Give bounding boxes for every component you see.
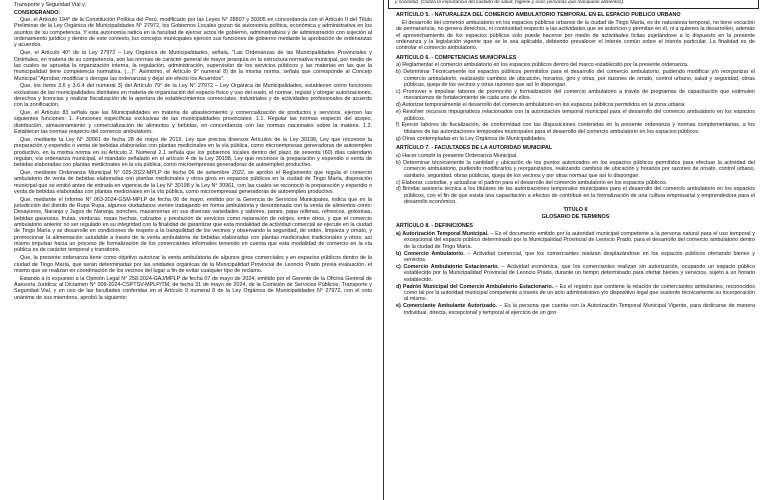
definition-term: b) Comercio Ambulatorio. [396,250,465,257]
definition-term: a) Autorización Temporal Municipal. [396,231,489,237]
definition-text: – Es el documento emitido por la autoridad municipal competente a la persona natural para el uso temporal y excepcional del espacio público determinado por la Municipalidad Provincial de Leoncio Prado, para el desarrollo del comercio ambulatorio dentro de la ciudad de Tingo María. [404,231,755,250]
right-column [388,0,765,500]
definition-term: d) Padrón Municipal del Comercio Ambulatorio Estacionario. [396,283,554,290]
paragraph: Estando a lo expuesto a la Opinión Legal N° 258-2024-GAJ/MPLP de fecha 07 de mayo de 2024, emitido por el Gerente de la Oficina General de Asesoría Jurídica; al Dictamen N° 009-2024-CSPTSV-MPLP/TM, de fecha 31 de mayo de 2024, de la Comisión de Servicios Públicos, Transporte y Seguridad Vial, y en uso de las facultades conferidas en el Artículo 9 numeral 8 de la Ley Orgánica de Municipalidades N° 27972, con el voto unánime de sus miembros, aprobó la siguiente: [14,275,372,301]
left-top-fragment: Transporte y Seguridad Vial y; [14,2,87,8]
definition-item [396,231,755,250]
definition-item [396,264,755,283]
paragraph: Que, mediante Ordenanza Municipal N° 025-2022-MPLP de fecha 06 de setiembre 2022, se aprobó el Reglamento que regula el comercio ambulatorio de venta de bebidas elaboradas con plantas medicinales y otros giros en espacios públicos en la ciudad de Tingo María, disposición municipal que se emitió antes de entrada en vigencia de la Ley N° 30198 y la Ley N° 30961, con las cuales se reconoció la preparación y expendio o venta de bebidas elaboradas con plantas medicinales en la vía pública, como microempresas generadoras de autoempleo productivo. [14,169,372,195]
list-item: g) Otras contempladas en la Ley Orgánica de Municipalidades. [396,135,547,142]
list-item: b) Determinar Técnicamente los espacios públicos permitidos para el desarrollo del comercio ambulatorio, pudiendo modificar y/o reorganizar el comercio ambulatorio, realizando cambios de ubicación, horarios, giro y otras, por razones de ornato, control urbano, salud y seguridad, obras públicas, queja de los vecinos y otras razones que así lo dispongan. [396,69,755,89]
definition-text: – Actividad económica, que los comerciantes realizan sin autorización, ocupando un espacio público establecido por la Municipalidad Provincial de Leoncio Prado, durante un tiempo determinado para ofertar bienes y servicios, sujeto a un horario establecido. [404,263,755,283]
definition-item [396,251,755,264]
list-item: b) Determinar técnicamente la cantidad y ubicación de los puntos autorizados en los espacios públicos permitidos para efectuar la actividad del comercio ambulatorio, pudiendo modificarlos y reorganizarlos, realizando cambios de ubicación y horarios por razones de ornato, control urbano, sanitario, seguridad, obras públicas, queja de los vecinos y por otras normas que así lo dispongan. [396,159,755,179]
list-item: f) Ejercer labores de fiscalización, de conformidad con las disposiciones contenidas en la presente ordenanza y normas complementarias, a los titulares de las autorizaciones temporales municipales para el desarrollo del comercio ambulatorio en los espacios públicos. [396,122,755,135]
article-8-title: ARTÍCULO 8. - DEFINICIONES [396,223,473,230]
glosario-heading: GLOSARIO DE TERMINOS [541,213,610,220]
considerando-heading: CONSIDERANDO: [14,9,61,16]
list-item: a) Hacer cumplir la presente Ordenanza Municipal. [396,152,518,159]
paragraph: Que, el Artículo 40° de la Ley 27972 – Ley Orgánica de Municipalidades, señala, "Las Ordenanzas de las Municipalidades Provinciales y Distritales, en materia de su competencia, son las normas de carácter general de mayor jerarquía en la estructura normativa municipal, por medio de las cuales se aprueba la organización interna, la regulación, administración, supervisión de los servicios públicos y las materias en las que la municipalidad tiene competencia normativa. (…)". Asimismo, el Artículo 9° numeral 8) de la misma norma, señala que corresponde al Concejo Municipal "Aprobar, modificar o derogar las ordenanzas y dejar sin efecto los Acuerdos". [14,50,372,82]
article-6-title: ARTÍCULO 6. - COMPETENCIAS MUNICIPALES [396,54,517,61]
titulo-heading: TITULO II [563,207,588,214]
article-5-title: ARTÍCULO 5. - NATURALEZA DEL COMERCIO AMBULATORIO TEMPORAL EN EL ESPACIO PUBLICO URBANO [396,12,681,18]
article-8-list [396,231,755,316]
list-item: d) Autorizar temporalmente el desarrollo del comercio ambulatorio en los espacios públicos permitidos en la zona urbana [396,102,685,109]
definition-term: c) Comercio Ambulatorio Estacionario. [396,263,499,270]
right-top-fragment: y sociedad. (Cotiza la importancia del cuidado de salud, higiene y usos personas que manipulan alimentos). [388,0,759,9]
definition-term: e) Comerciante Ambulante Autorizado. [396,303,498,310]
list-item: c) Elaborar, custodiar, y actualizar el padrón para el desarrollo del comercio ambulatorio en los espacios públicos. [396,179,668,186]
definition-item [396,284,755,303]
definition-item [396,303,755,316]
definition-text: – Es la persona que cuenta con la Autorización Temporal Municipal Vigente, para dedicarse de manera individual, directa, excepcional y temporal al ejercicio de un giro [404,303,756,316]
column-divider [383,0,384,500]
article-7-list [396,153,755,206]
list-item: d) Brindar asesoría técnica a los titulares de las autorizaciones temporales municipales para el desarrollo del comercio ambulatorio en los espacios públicos, con el fin de que exista una capacitación a efectos de contribuir en la formalización de una cultura empresarial y emprendedora para el desarrollo económico. [396,186,755,206]
paragraph: Que, mediante el Informe N° 063-2024-GSM-MPLP de fecha 06 de mayo, emitido por la Gerencia de Servicios Municipales, indica que en la jurisdicción del distrito de Rupa Rupa, algunos ciudadanos vienen trabajando en forma ambulatoria y desordenada con la venta de alimentos como: Desayunos, Naranja y Jugos de Naranja, ponches, mazamorras en sus diversas variedades y sabores, panes, papa rellenas, refrescos, golosinas, bebidas gaseosas, frutas, verduras, ropas hechas, calzados y prestación de servicios como reparación de relojes, entre otros, y que el comercio ambulatorio anterior no ser regulado en su integridad con la finalidad de garantizar que esta modalidad de actividad comercial se ejecute en la ciudad de Tingo María y se desarrolle en condiciones de respeto a la tranquilidad de los vecinos y observando la seguridad, de orden, limpieza y ornato, y promocionar la alimentación saludable a través de la venta ambulatoria de bebidas elaboradas con plantas medicinales tradicionales y otros; así mismo impulsar hacia un proceso de formalización de los comerciantes informales teniendo en cuenta que esta modalidad de comercio en la vía pública es de carácter temporal y transitorio. [14,196,372,254]
paragraph: Que, mediante la Ley N° 30961 de fecha 28 de mayo de 2019, Ley que precisa diversos Artículos de la Ley 30198, Ley que reconoce la preparación y expendio o venta de bebidas elaboradas con plantas medicinales en la vía pública, como microempresas generadoras de autoempleo productivo, en la misma norma en su Artículo 2. Numeral 2.1 señala que los gobiernos locales dentro del plazo de sesenta (60) días calendario regulan, vía ordenanza municipal, el mandato señalado en el artículo 4 de la Ley 30198, Ley que reconoce la preparación y expendio o venta de bebidas elaboradas con plantas medicinales en la vía pública, como microempresas generadoras de autoempleo productivo. [14,136,372,169]
list-item: e) Resolver recursos impugnativos relacionados con la autorización temporal municipal para el desarrollo del comercio ambulatorio en los espacios públicos. [396,109,755,122]
paragraph: Que, el Artículo 194° de la Constitución Política del Perú, modificado por las Leyes N° 28607 y 30305 en concordancia con el Artículo II del Título Preliminar de la Ley Orgánica de Municipalidades N° 27972, los Gobiernos Locales gozan de autonomía política, económica y administrativa en los asuntos de su competencia. Y esta autonomía radica en la facultad de ejercer actos de gobierno, administrativos y de administración con sujeción al ordenamiento jurídico y dentro de este contexto, los concejos municipales ejercen sus funciones de gobierno mediante la aprobación de ordenanzas y acuerdos. [14,17,372,49]
definition-text: – Es el registro que contiene la relación de comerciantes ambulantes, reconocidos como tal por la autoridad municipal competente a través de un acto administrativo y/o dispositivo legal que sustente técnicamente su incorporación al mismo. [404,283,755,303]
paragraph: Que, los ítems 3.6 y 3.6.4 del numeral 3) del Artículo 79° de la Ley N° 27972 – Ley Orgánica de Municipalidades, establecen como funciones exclusivas de las municipalidades distritales en materia de organización del espacio físico y uso del suelo, el normar, regular y otorgar autorizaciones, derechos y licencias y realizar fiscalización de la apertura de establecimientos comerciales, industriales y de actividades profesionales de acuerdo con la zonificación. [14,83,372,109]
paragraph: Que, el Artículo 83 señala que las Municipalidades en materia de abastecimiento y comercialización de productos y servicios, ejercen las siguientes funciones: 1. Funciones específicas exclusivas de las municipalidades provinciales: 1.1. Regular las normas respecto del acopio, distribución, almacenamiento y comercialización de alimentos y bebidas, en concordancia con las normas nacionales sobre la materia. 1.2. Establecer las normas respecto del comercio ambulatorio. [14,110,372,136]
article-5-text: El desarrollo del comercio ambulatorio en los espacios públicos urbanos de la ciudad de Tingo María, es de naturaleza temporal, no tiene vocación de permanencia, no genera derechos, ni continuidad respecto a las actividades que se autoricen y permitan en él, ni a quienes la desarrollen, además el aprovechamiento de los espacios públicos solo puede hacerse por medio de actividades lícitas sujetándose a lo dispuesto en la presente ordenanza y la legislación vigente que se le sea aplicable, debiendo prevalecer el interés común sobre el interés particular. La finalidad es de controlar el comercio ambulatorio. [396,19,755,52]
article-7-title: ARTÍCULO 7. - FACULTADES DE LA AUTORIDAD MUNICIPAL [396,145,553,152]
paragraph: Que, la presente ordenanza tiene como objetivo autorizar la venta ambulatoria de algunos giros comerciales y en espacios públicos dentro de la ciudad de Tingo María, que serán determinadas por las unidades orgánicas de la Municipalidad Provincial de Leoncio Prado previa evaluación, el mismo que se realizan en coordinación de los vecinos del lugar a fin de evitar cualquier tipo de reclamo. [14,255,372,274]
left-column [0,0,378,500]
article-6-list [396,62,755,142]
definition-text: – Actividad comercial, que los comerciantes realizan desplazándose en los espacios públicos ofertando bienes y servicios. [404,250,755,263]
list-item: a) Reglamentar el comercio ambulatorio en los espacios públicos dentro del marco establecido por la presente ordenanza. [396,62,689,69]
list-item: c) Promover e impulsar labores de promoción y formalización del comercio ambulatorio a través de programas de capacitación que estimulen mecanismos de fortalecimiento de cada uno de ellos. [396,88,755,102]
